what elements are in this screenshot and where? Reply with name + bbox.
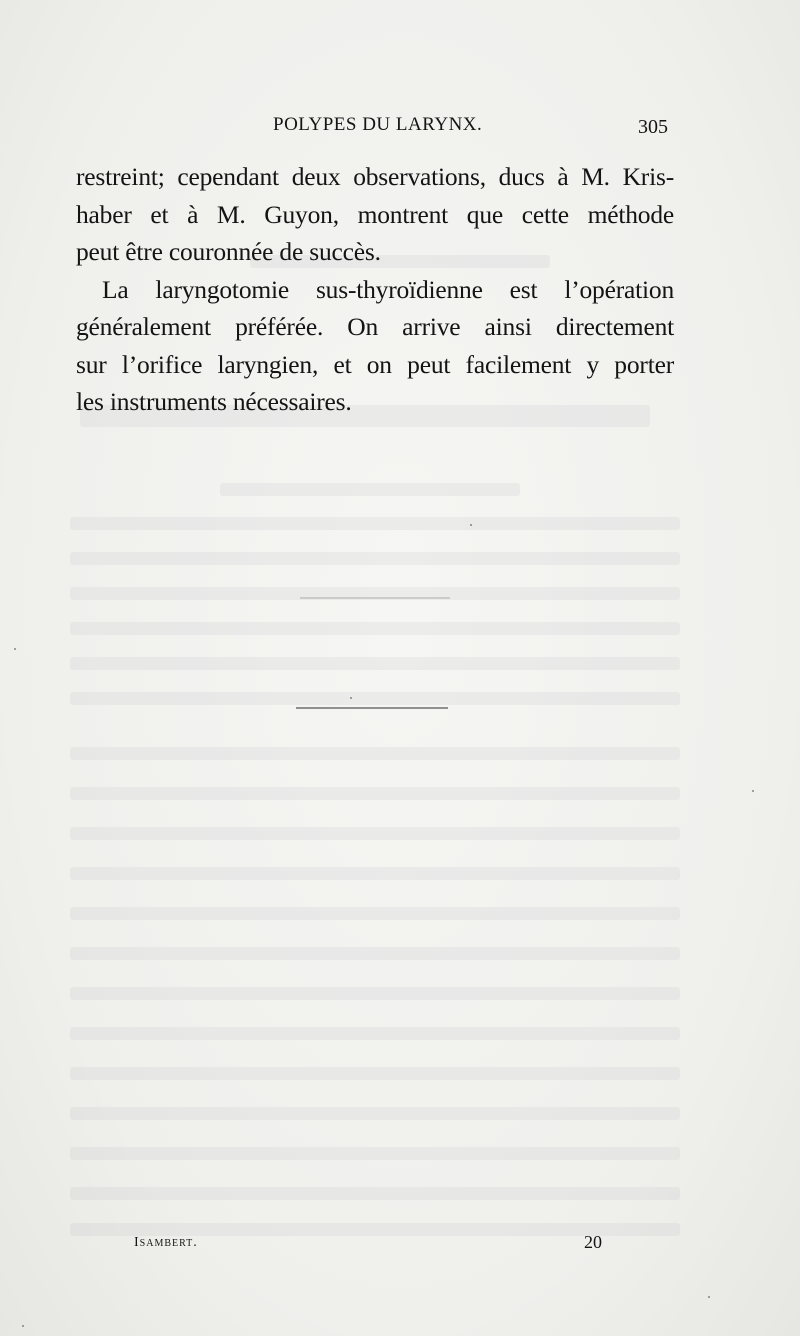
paper-speck (14, 648, 16, 650)
text-line: restreint; cependant deux observations, ducs à M. Kris- (76, 162, 674, 191)
sheet-number: 20 (584, 1232, 602, 1252)
page-footer (0, 1232, 800, 1258)
paper-speck (752, 790, 754, 792)
text-line: sur l’orifice laryngien, et on peut facilement y porter (76, 349, 674, 379)
running-title: POLYPES DU LARYNX. (273, 114, 483, 135)
running-header (0, 114, 800, 144)
page-number: 305 (638, 116, 668, 138)
show-through-rule (296, 707, 448, 709)
body-text (76, 158, 674, 421)
paper-speck (350, 697, 352, 699)
paper-speck (22, 1325, 24, 1327)
text-line: La laryngotomie sus-thyroïdienne est l’opération (102, 274, 674, 304)
text-line: les instruments nécessaires. (76, 387, 352, 416)
paper-speck (708, 1296, 710, 1298)
show-through-rule-top (300, 597, 450, 599)
text-line: peut être couronnée de succès. (76, 237, 381, 266)
paper-speck (470, 524, 472, 526)
text-line: haber et à M. Guyon, montrent que cette méthode (76, 199, 674, 229)
text-line: généralement préférée. On arrive ainsi directement (76, 312, 674, 341)
printer-signature: Isambert. (134, 1235, 198, 1250)
